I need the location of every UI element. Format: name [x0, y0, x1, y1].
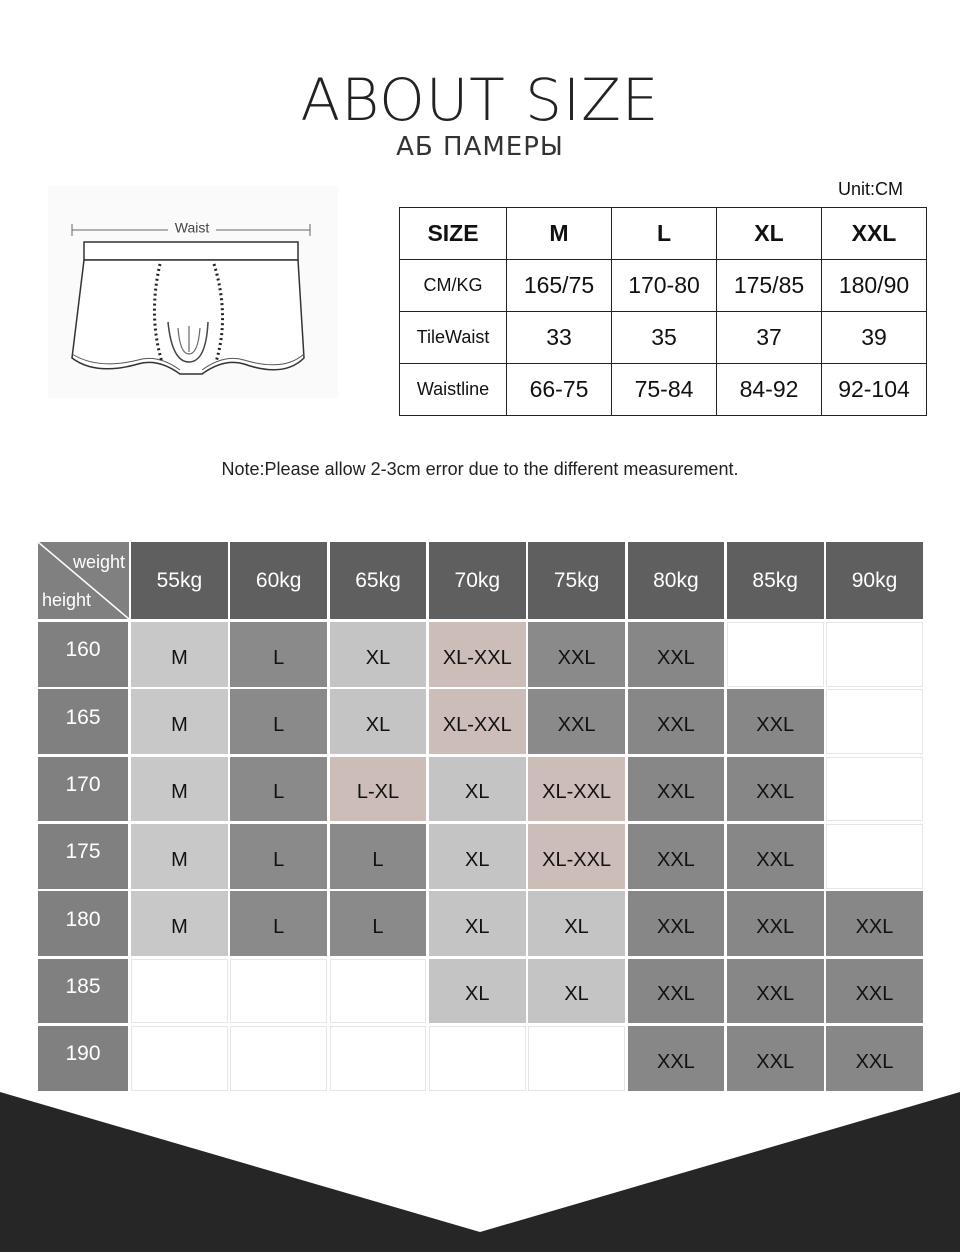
size-cell: XXL — [727, 689, 824, 754]
footer-chevron — [0, 1088, 960, 1252]
weight-header: 65kg — [330, 542, 427, 619]
size-cell — [330, 1026, 427, 1091]
size-cell — [230, 1026, 327, 1091]
size-cell: XXL — [628, 824, 725, 889]
table-cell: 39 — [822, 312, 927, 364]
weight-header: 75kg — [528, 542, 625, 619]
size-cell: XXL — [528, 689, 625, 754]
height-label: 175 — [38, 824, 128, 889]
size-cell: XXL — [628, 959, 725, 1024]
size-cell: M — [131, 622, 228, 687]
table-row — [400, 364, 927, 416]
page-subtitle: АБ ПАМЕРЫ — [396, 132, 564, 162]
weight-header: 70kg — [429, 542, 526, 619]
size-cell: M — [131, 689, 228, 754]
table-cell: 170-80 — [612, 260, 717, 312]
size-table — [399, 207, 927, 416]
size-cell — [826, 622, 923, 687]
size-cell — [330, 959, 427, 1024]
size-cell: XL-XXL — [429, 689, 526, 754]
size-cell — [826, 757, 923, 822]
size-cell: XXL — [628, 689, 725, 754]
size-cell — [230, 959, 327, 1024]
size-cell: M — [131, 757, 228, 822]
size-cell: XXL — [628, 622, 725, 687]
size-cell: XXL — [727, 959, 824, 1024]
size-cell: XL-XXL — [528, 757, 625, 822]
height-label: 180 — [38, 891, 128, 956]
size-cell — [528, 1026, 625, 1091]
size-cell: M — [131, 824, 228, 889]
size-cell: XXL — [727, 824, 824, 889]
waist-label: Waist — [174, 219, 210, 236]
size-cell — [727, 622, 824, 687]
size-cell: XXL — [628, 757, 725, 822]
height-label: 190 — [38, 1026, 128, 1091]
size-cell: XXL — [727, 757, 824, 822]
unit-label: Unit:CM — [838, 179, 904, 199]
size-cell: XXL — [727, 1026, 824, 1091]
size-cell: L — [230, 689, 327, 754]
row-label: TileWaist — [400, 312, 507, 364]
corner-height-label: height — [42, 590, 92, 610]
size-cell: XL — [330, 622, 427, 687]
height-label: 165 — [38, 689, 128, 754]
weight-header: 90kg — [826, 542, 923, 619]
size-cell: L — [230, 891, 327, 956]
table-cell: 175/85 — [717, 260, 822, 312]
weight-header: 60kg — [230, 542, 327, 619]
table-cell: 75-84 — [612, 364, 717, 416]
size-cell: M — [131, 891, 228, 956]
size-cell: L — [230, 622, 327, 687]
chart-corner — [38, 542, 129, 619]
size-cell: XXL — [826, 1026, 923, 1091]
size-cell: XL — [528, 959, 625, 1024]
size-cell — [131, 1026, 228, 1091]
size-cell: XL-XXL — [429, 622, 526, 687]
size-cell: XL-XXL — [528, 824, 625, 889]
weight-header: 80kg — [628, 542, 725, 619]
size-cell: XXL — [826, 891, 923, 956]
height-label: 160 — [38, 622, 128, 687]
size-cell: XXL — [727, 891, 824, 956]
table-cell: 35 — [612, 312, 717, 364]
size-cell: L-XL — [330, 757, 427, 822]
size-cell: XXL — [628, 891, 725, 956]
height-label: 185 — [38, 959, 128, 1024]
size-cell: L — [330, 824, 427, 889]
size-col-l: L — [612, 208, 717, 260]
page-title: ABOUT SIZE — [300, 66, 660, 134]
size-cell: XL — [528, 891, 625, 956]
table-cell: 92-104 — [822, 364, 927, 416]
size-cell — [131, 959, 228, 1024]
height-weight-chart — [38, 542, 922, 1088]
row-label: CM/KG — [400, 260, 507, 312]
size-col-m: M — [507, 208, 612, 260]
size-cell: XL — [429, 959, 526, 1024]
size-cell: L — [230, 757, 327, 822]
table-cell: 180/90 — [822, 260, 927, 312]
row-label: Waistline — [400, 364, 507, 416]
size-cell — [429, 1026, 526, 1091]
size-cell: XXL — [628, 1026, 725, 1091]
size-cell: L — [230, 824, 327, 889]
corner-weight-label: weight — [72, 552, 125, 572]
table-cell: 66-75 — [507, 364, 612, 416]
size-cell: XL — [429, 757, 526, 822]
weight-header: 85kg — [727, 542, 824, 619]
size-cell: XXL — [826, 959, 923, 1024]
measurement-note: Note:Please allow 2-3cm error due to the different measurement. — [221, 459, 739, 479]
size-table-header — [400, 208, 927, 260]
size-cell: L — [330, 891, 427, 956]
table-row — [400, 312, 927, 364]
size-header: SIZE — [400, 208, 507, 260]
table-cell: 33 — [507, 312, 612, 364]
size-cell: XL — [330, 689, 427, 754]
table-cell: 84-92 — [717, 364, 822, 416]
size-cell: XL — [429, 891, 526, 956]
size-col-xl: XL — [717, 208, 822, 260]
size-col-xxl: XXL — [822, 208, 927, 260]
size-cell — [826, 824, 923, 889]
size-cell: XXL — [528, 622, 625, 687]
size-cell — [826, 689, 923, 754]
table-cell: 37 — [717, 312, 822, 364]
height-label: 170 — [38, 757, 128, 822]
weight-header: 55kg — [131, 542, 228, 619]
size-cell: XL — [429, 824, 526, 889]
table-cell: 165/75 — [507, 260, 612, 312]
table-row — [400, 260, 927, 312]
boxer-illustration — [48, 186, 338, 398]
